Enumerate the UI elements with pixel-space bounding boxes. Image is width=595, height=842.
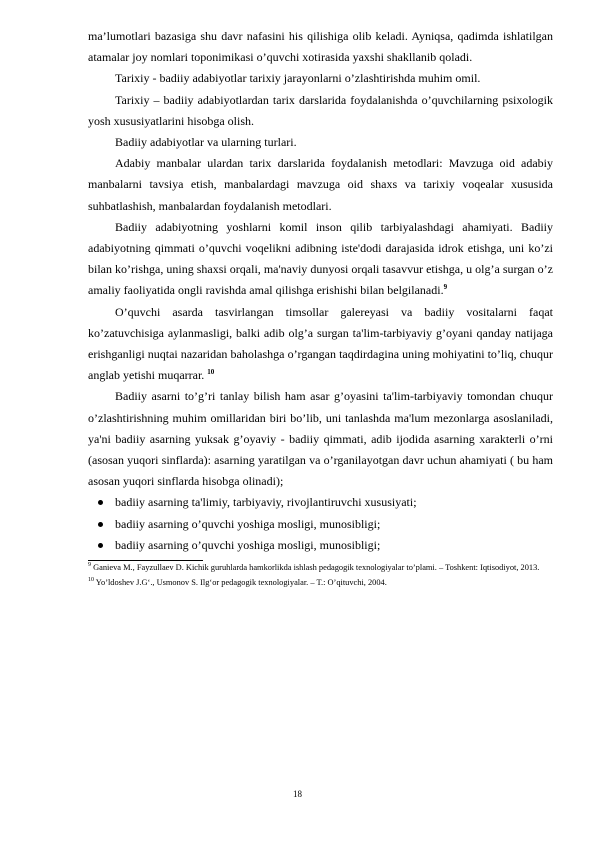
list-item bbox=[88, 514, 553, 535]
list-item-text: badiiy asarning o’quvchi yoshiga mosligi, munosibligi; bbox=[115, 537, 381, 552]
list-item bbox=[88, 535, 553, 556]
paragraph-choosing-work: Badiiy asarni to’g’ri tanlay bilish ham asar g’oyasini ta'lim-tarbiyaviy tomondan chuqur o’zlashtirishning muhim omillaridan biri bo’lib, uni tanlashda ma'lum mezonlarga asoslaniladi, ya'ni badiiy asarning yuksak g’oyaviy - badiiy qimmati, adib ijodida asarning xarakterli o’rni (asosan yuqori sinflarda): asarning yaratilgan va o’rganilayotgan davr uchun ahamiyati ( bu ham asosan yuqori sinflarda hisobga olinadi); bbox=[88, 389, 553, 489]
bullet-icon bbox=[98, 543, 103, 548]
footnote-10 bbox=[88, 576, 553, 591]
paragraph-student-evaluation-text: O’quvchi asarda tasvirlangan timsollar galereyasi va badiiy vositalarni faqat ko’zatuvchisiga aylanmasligi, balki adib olg’a surgan ta'lim-tarbiyaviy g’oyani qanday natijaga erishganligi nuqtai nazaridan baholashga o’rgangan taqdirdagina uning mohiyatini to’liq, chuqur anglab yetishi muqarrar. bbox=[88, 304, 553, 383]
footnote-ref-9: 9 bbox=[443, 283, 448, 292]
paragraph-psychological-age: Tarixiy – badiiy adabiyotlardan tarix darslarida foydalanishda o’quvchilarning psixologik yosh xususiyatlarini hisobga olish. bbox=[88, 92, 553, 128]
list-item bbox=[88, 492, 553, 513]
footnote-ref-10: 10 bbox=[207, 368, 215, 377]
bullet-icon bbox=[98, 522, 103, 527]
footnote-text: Yo’ldoshev J.G‘., Usmonov S. Ilg‘or pedagogik texnologiyalar. – T.: O’qituvchi, 2004. bbox=[95, 577, 387, 587]
paragraph-literature-types: Badiiy adabiyotlar va ularning turlari. bbox=[115, 135, 297, 150]
bullet-icon bbox=[98, 500, 103, 505]
page-number: 18 bbox=[293, 789, 302, 799]
paragraph-literature-importance-text: Badiiy adabiyotning yoshlarni komil inson qilib tarbiyalashdagi ahamiyati. Badiiy adabiyotning qimmati o’quvchi voqelikni adibning iste'dodi darajasida idrok etishga, uni ko’zi bilan ko’rishga, uning shaxsi orqali, ma'naviy dunyosi orqali tasavvur etishga, u olg’a surgan o’z amaliy faoliyatida ongli ravishda amal qilishga erishishi bilan belgilanadi. bbox=[88, 219, 553, 298]
list-item-text: badiiy asarning o’quvchi yoshiga mosligi, munosibligi; bbox=[115, 516, 381, 531]
footnote-text: Ganieva M., Fayzullaev D. Kichik guruhlarda hamkorlikda ishlash pedagogik texnologiyalar to’plami. – Toshkent: Iqtisodiyot, 2013. bbox=[93, 563, 540, 573]
paragraph-historical-literature-factor: Tarixiy - badiiy adabiyotlar tarixiy jarayonlarni o’zlashtirishda muhim omil. bbox=[115, 71, 481, 86]
footnote-number: 9 bbox=[88, 562, 91, 569]
paragraph-sources-methods: Adabiy manbalar ulardan tarix darslarida foydalanish metodlari: Mavzuga oid adabiy manbalarni tavsiya etish, manbalardagi mavzuga oid shaxs va tarixiy voqealar xususida suhbatlashish, manbalardan foydalanish metodlari. bbox=[88, 156, 553, 213]
page-content bbox=[88, 26, 553, 590]
paragraph-student-evaluation bbox=[88, 302, 553, 387]
list-item-text: badiiy asarning ta'limiy, tarbiyaviy, rivojlantiruvchi xususiyati; bbox=[115, 495, 417, 510]
criteria-list bbox=[88, 492, 553, 556]
footnote-9 bbox=[88, 561, 553, 576]
paragraph-literature-importance bbox=[88, 217, 553, 302]
paragraph-continuation: ma’lumotlari bazasiga shu davr nafasini his qilishiga olib keladi. Ayniqsa, qadimda ishlatilgan atamalar joy nomlari toponimikasi o’quvchi xotirasida yaxshi shakllanib qoladi. bbox=[88, 29, 553, 65]
footnote-number: 10 bbox=[88, 576, 94, 583]
